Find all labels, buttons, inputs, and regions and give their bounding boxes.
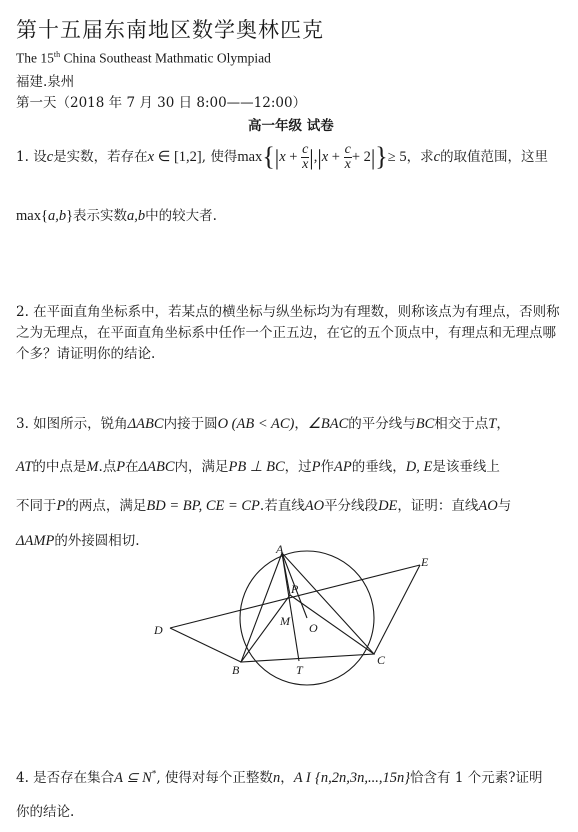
- label-d: D: [154, 623, 163, 637]
- problem-3-line-2: AT的中点是M.点P在ΔABC内，满足PB ⊥ BC，过P作AP的垂线，D, E是该垂线上: [16, 459, 500, 475]
- segment-db: [170, 628, 241, 662]
- p1-t3: , 使得: [201, 149, 238, 165]
- p1-num: 1.: [16, 149, 29, 165]
- title-en-post: China Southeast Mathmatic Olympiad: [60, 50, 271, 66]
- p1-l2-ab2: a,b: [127, 208, 146, 224]
- p1-frac-1: $\frac{c}{x}$: [302, 142, 309, 172]
- problem-2-line-2: 之为无理点，在平面直角坐标系中任作一个正五边，在它的五个顶点中，有理点和无理点哪: [16, 325, 556, 341]
- p1-interval: [1,2]: [173, 149, 202, 165]
- title-en-sup: th: [53, 50, 61, 59]
- p1-max: max: [237, 149, 263, 165]
- segment-ec: [374, 565, 420, 654]
- line-de: [170, 565, 420, 628]
- p1-var-c: c: [46, 149, 54, 165]
- p1-plus2: + 2: [351, 149, 371, 165]
- problem-4-line-2: 你的结论.: [16, 804, 75, 820]
- p1-var-c2: c: [433, 149, 441, 165]
- segment-bp: [241, 595, 290, 662]
- contest-title: 第十五届东南地区数学奥林匹克: [16, 18, 324, 42]
- p1-l2-max: max: [16, 208, 41, 224]
- p1-t4: ，求: [406, 149, 434, 165]
- segment-pc: [290, 595, 374, 654]
- title-en-pre: The 15: [16, 50, 54, 66]
- p1-l2-t1: 表示实数: [73, 208, 128, 224]
- label-e: E: [421, 555, 429, 569]
- problem-2-line-1: 2. 在平面直角坐标系中，若某点的横坐标与纵坐标均为有理数，则称该点为有理点，否则称: [16, 304, 560, 320]
- p1-t2: 是实数，若存在: [53, 149, 148, 165]
- label-o: O: [309, 621, 318, 635]
- p1-frac-2: $\frac{c}{x}$: [344, 142, 351, 172]
- grade-heading: 高一年级 试卷: [248, 118, 334, 134]
- p1-lbrace: {: [262, 142, 275, 171]
- label-m: M: [280, 614, 290, 628]
- label-p: P: [291, 582, 299, 596]
- problem-1-line-1: 1. 设c是实数，若存在x ∈ [1,2], 使得max{|x + $\frac{c}{x}$ |,|x + $\frac{c}{x}$ + 2|}≥ 5，求c的取值范围，这里: [16, 142, 549, 172]
- problem-1-line-2: max{a,b}表示实数a,b中的较大者.: [16, 208, 217, 224]
- p1-l2-ab: a,b: [47, 208, 67, 224]
- p1-rbrace: }: [375, 142, 388, 171]
- label-b: B: [232, 663, 240, 677]
- date-line: 第一天（2018 年 7 月 30 日 8:00——12:00）: [16, 95, 307, 111]
- problem-3-line-4: ΔAMP的外接圆相切.: [16, 533, 140, 549]
- problem-2-line-3: 个多？请证明你的结论.: [16, 346, 156, 362]
- label-t: T: [296, 663, 303, 677]
- label-c: C: [377, 653, 386, 667]
- problem-3-line-3: 不同于P的两点，满足BD = BP, CE = CP.若直线AO平分线段DE，证明：直线AO与: [16, 498, 512, 514]
- p1-var-x: x: [147, 149, 155, 165]
- p1-t1: 设: [33, 149, 47, 165]
- label-a: A: [276, 542, 284, 556]
- p1-l2-t2: 中的较大者.: [145, 208, 217, 224]
- p1-in: ∈: [154, 149, 174, 165]
- segment-ap: [282, 553, 290, 595]
- problem-4-line-1: 4. 是否存在集合A ⊆ N*, 使得对每个正整数n，A I {n,2n,3n,...,15n}恰含有 1 个元素?证明: [16, 768, 543, 786]
- location: 福建.泉州: [16, 74, 75, 90]
- p1-t5: 的取值范围，这里: [440, 149, 549, 165]
- p1-ge5: ≥ 5: [387, 149, 407, 165]
- problem-3-line-1: 3. 如图所示，锐角ΔABC内接于圆O (AB < AC)，∠BAC的平分线与BC相交于点T，: [16, 416, 510, 432]
